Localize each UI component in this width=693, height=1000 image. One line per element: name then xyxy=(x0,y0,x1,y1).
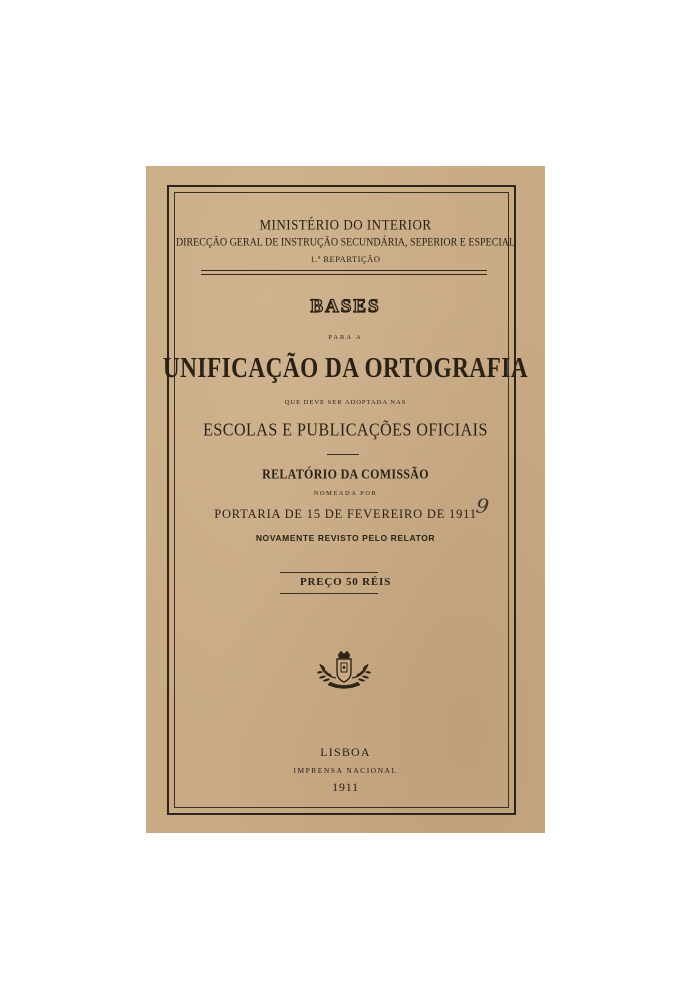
report-title: RELATÓRIO DA COMISSÃO xyxy=(262,465,429,482)
document-cover xyxy=(146,166,545,833)
section-divider xyxy=(327,454,359,455)
handwritten-mark: 9 xyxy=(474,493,491,519)
para-a-text: PARA A xyxy=(328,334,363,341)
que-deve-text: QUE DEVE SER ADOPTADA NAS xyxy=(284,399,407,406)
border-frame xyxy=(167,185,516,815)
department-heading: 1.ª REPARTIÇÃO xyxy=(310,254,381,264)
nominated-text: NOMEADA POR xyxy=(313,490,378,497)
coat-of-arms-icon xyxy=(314,648,374,692)
ministry-heading: MINISTÉRIO DO INTERIOR xyxy=(259,215,432,234)
decree-text: PORTARIA DE 15 DE FEVEREIRO DE 1911 xyxy=(214,507,477,521)
imprint-printer: IMPRENSA NACIONAL xyxy=(293,766,398,775)
inner-border-frame xyxy=(174,192,509,808)
revised-note: NOVAMENTE REVISTO PELO RELATOR xyxy=(255,533,436,543)
main-title: UNIFICAÇÃO DA ORTOGRAFIA xyxy=(162,352,529,384)
imprint-year: 1911 xyxy=(332,780,359,794)
bases-title: BASES xyxy=(310,296,381,317)
imprint-city: LISBOA xyxy=(320,745,371,759)
price-rule-top xyxy=(280,572,378,573)
price-label: PREÇO 50 RÉIS xyxy=(299,576,392,588)
schools-subtitle: ESCOLAS E PUBLICAÇÕES OFICIAIS xyxy=(203,421,488,440)
header-divider xyxy=(201,270,487,275)
directorate-heading: DIRECÇÃO GERAL DE INSTRUÇÃO SECUNDÁRIA, SEPERIOR E ESPECIAL xyxy=(175,236,516,249)
price-rule-bottom xyxy=(280,593,378,594)
